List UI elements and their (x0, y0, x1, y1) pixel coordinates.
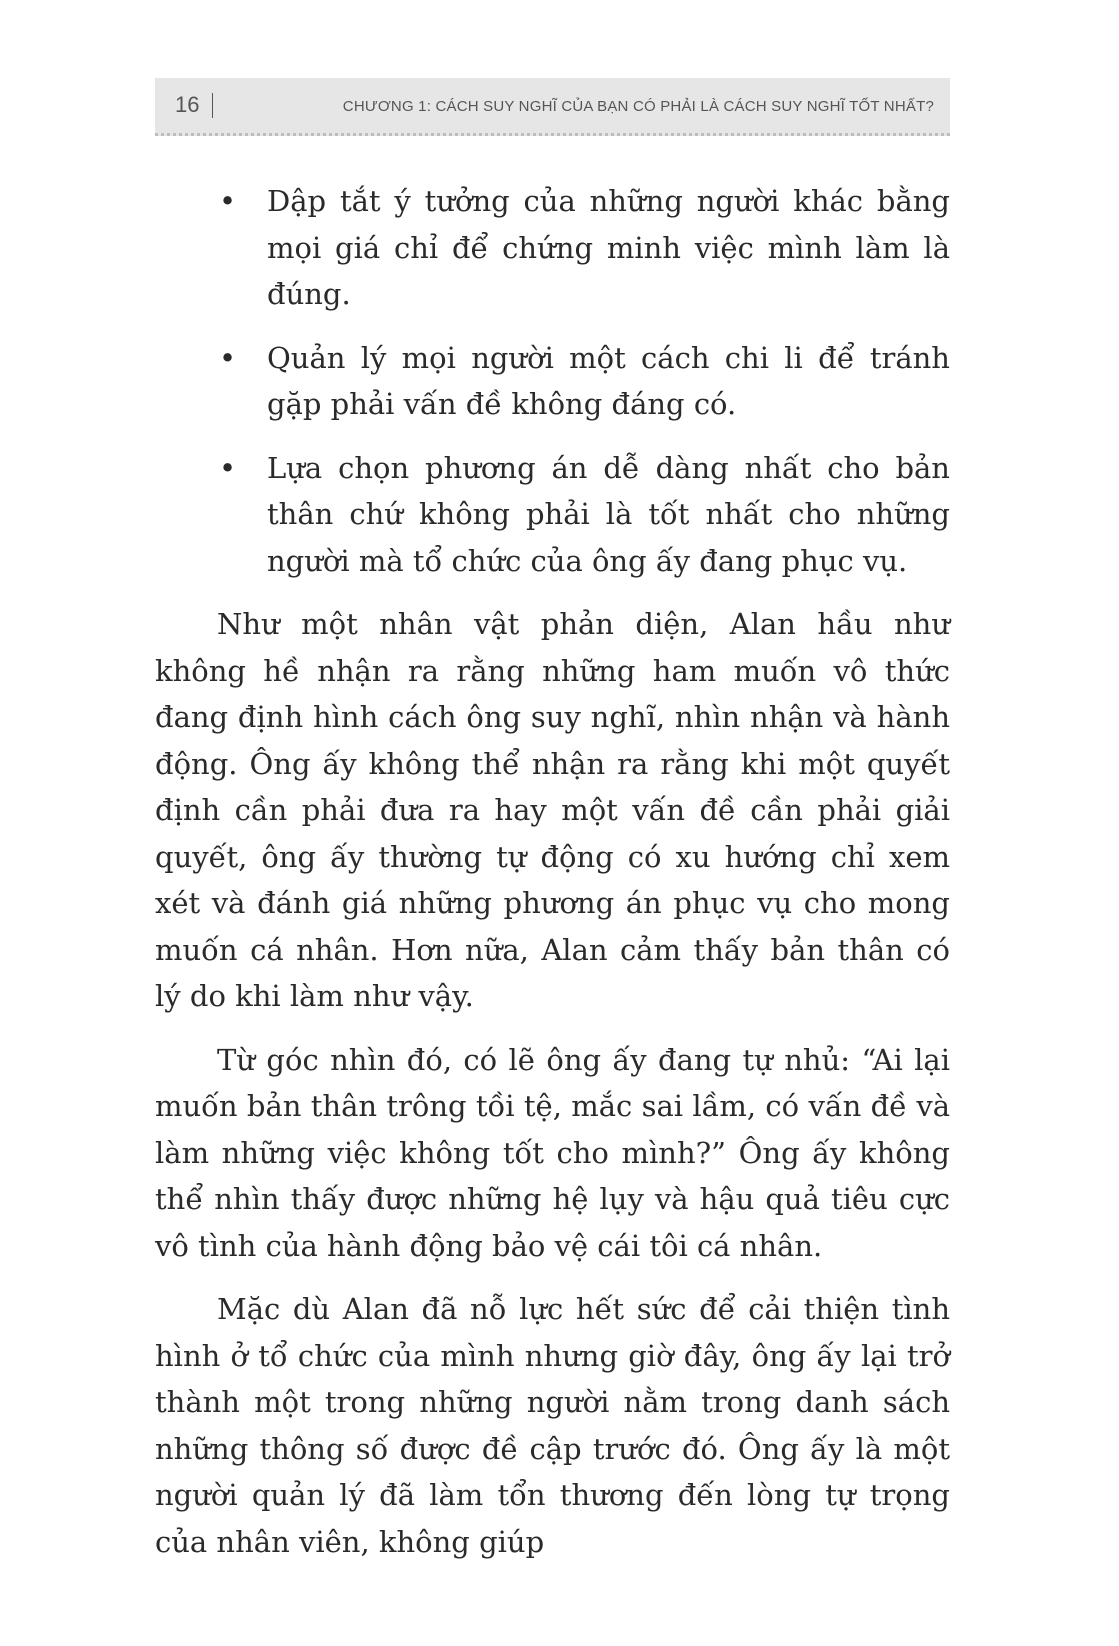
page-number: 16 (175, 92, 200, 117)
running-header (155, 78, 950, 136)
chapter-title: CHƯƠNG 1: CÁCH SUY NGHĨ CỦA BẠN CÓ PHẢI LÀ CÁCH SUY NGHĨ TỐT NHẤT? (342, 98, 934, 115)
bullet-icon: • (219, 340, 237, 375)
list-item (155, 445, 950, 585)
bullet-icon: • (219, 184, 237, 218)
list-item-text: Dập tắt ý tưởng của những người khác bằng mọi giá chỉ để chứng minh việc mình làm là đúng. (267, 184, 950, 311)
bullet-icon: • (219, 450, 237, 485)
page-body (155, 178, 950, 1582)
header-divider (212, 93, 213, 118)
list-item (155, 335, 950, 428)
body-paragraph: Từ góc nhìn đó, có lẽ ông ấy đang tự nhủ: “Ai lại muốn bản thân trông tồi tệ, mắc sai lầm, có vấn đề và làm những việc không tốt cho mình?” Ông ấy không thể nhìn thấy được những hệ lụy và hậu quả tiêu cực vô tình của hành động bảo vệ cái tôi cá nhân. (155, 1042, 950, 1263)
body-paragraph: Mặc dù Alan đã nỗ lực hết sức để cải thiện tình hình ở tổ chức của mình nhưng giờ đây, ông ấy lại trở thành một trong những người nằm trong danh sách những thông số được đề cập trước đó. Ông ấy là một người quản lý đã làm tổn thương đến lòng tự trọng của nhân viên, không giúp (155, 1292, 950, 1559)
list-item-text: Lựa chọn phương án dễ dàng nhất cho bản thân chứ không phải là tốt nhất cho những người mà tổ chức của ông ấy đang phục vụ. (267, 450, 950, 578)
bullet-list (155, 178, 950, 584)
list-item (155, 178, 950, 318)
list-item-text: Quản lý mọi người một cách chi li để tránh gặp phải vấn đề không đáng có. (267, 340, 950, 421)
body-paragraph: Như một nhân vật phản diện, Alan hầu như không hề nhận ra rằng những ham muốn vô thức đang định hình cách ông suy nghĩ, nhìn nhận và hành động. Ông ấy không thể nhận ra rằng khi một quyết định cần phải đưa ra hay một vấn đề cần phải giải quyết, ông ấy thường tự động có xu hướng chỉ xem xét và đánh giá những phương án phục vụ cho mong muốn cá nhân. Hơn nữa, Alan cảm thấy bản thân có lý do khi làm như vậy. (155, 607, 950, 1013)
